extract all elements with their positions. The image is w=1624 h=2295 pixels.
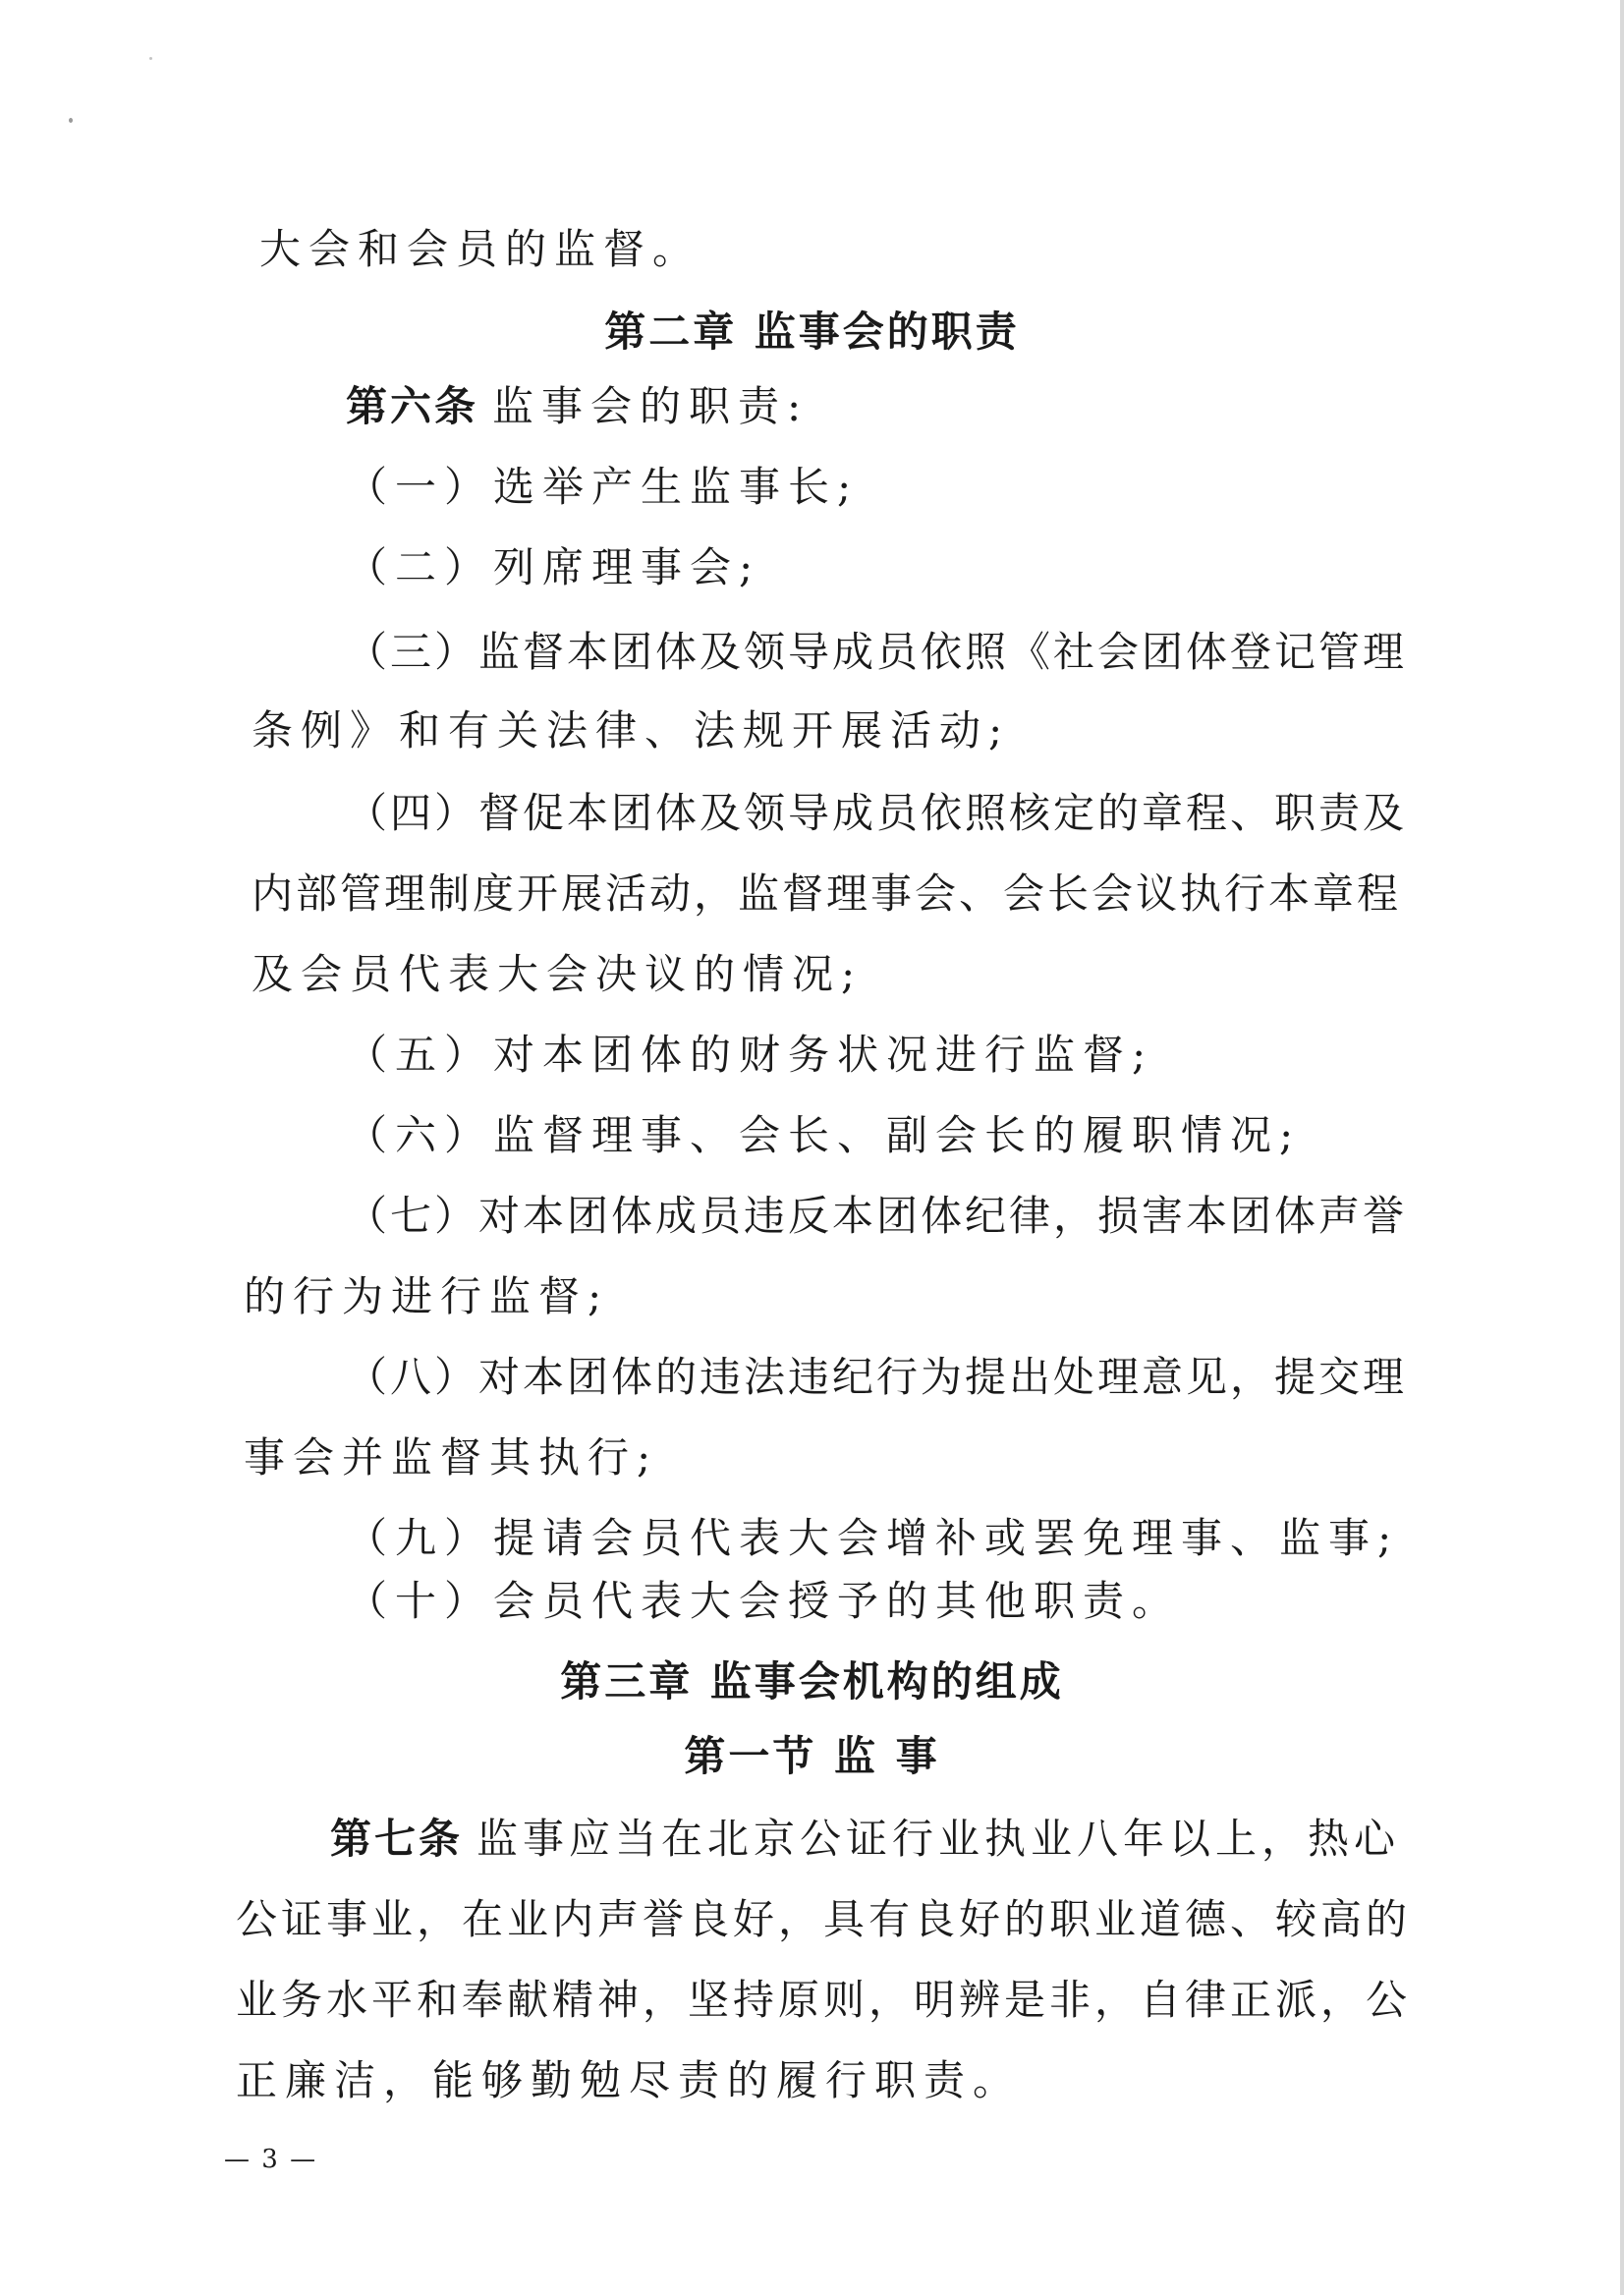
duty-item-4-line-2: 内部管理制度开展活动，监督理事会、会长会议执行本章程: [252, 869, 1402, 918]
article-six: [346, 381, 809, 432]
chapter-three-heading: 第三章 监事会机构的组成: [560, 1657, 1064, 1706]
duty-item-7-line-2: 的行为进行监督;: [244, 1272, 610, 1320]
article-six-text: 监事会的职责:: [492, 382, 810, 430]
duty-item-4-line-3: 及会员代表大会决议的情况;: [252, 950, 864, 998]
duty-item-3-line-2: 条例》和有关法律、法规开展活动;: [252, 706, 1011, 755]
duty-item-7-line-1: （七）对本团体成员违反本团体纪律，损害本团体声誉: [346, 1192, 1408, 1240]
scan-speck: [69, 118, 73, 123]
duty-item-3-line-1: （三）监督本团体及领导成员依照《社会团体登记管理: [346, 628, 1408, 676]
duty-item-9: （九）提请会员代表大会增补或罢免理事、监事;: [346, 1514, 1400, 1562]
article-seven-line-1: [330, 1814, 1400, 1865]
chapter-two-heading: 第二章 监事会的职责: [604, 308, 1020, 356]
intro-tail-text: 大会和会员的监督。: [259, 225, 702, 273]
duty-item-6: （六）监督理事、会长、副会长的履职情况;: [346, 1111, 1302, 1159]
duty-item-8-line-2: 事会并监督其执行;: [244, 1433, 659, 1482]
article-seven-label: 第七条: [330, 1815, 464, 1863]
page-number: — 3 —: [224, 2145, 318, 2174]
duty-item-5: （五）对本团体的财务状况进行监督;: [346, 1031, 1154, 1079]
article-seven-line-4: 正廉洁，能够勤勉尽责的履行职责。: [236, 2056, 1023, 2104]
scan-speck: [149, 57, 152, 60]
duty-item-2: （二）列席理事会;: [346, 543, 761, 591]
article-seven-text: 监事应当在北京公证行业执业八年以上，热心: [476, 1815, 1401, 1863]
duty-item-4-line-1: （四）督促本团体及领导成员依照核定的章程、职责及: [346, 789, 1408, 837]
article-six-label: 第六条: [346, 382, 479, 430]
duty-item-1: （一）选举产生监事长;: [346, 463, 860, 511]
duty-item-10: （十）会员代表大会授予的其他职责。: [346, 1577, 1182, 1625]
duty-item-8-line-1: （八）对本团体的违法违纪行为提出处理意见，提交理: [346, 1353, 1408, 1401]
section-one-heading: 第一节 监 事: [684, 1732, 940, 1780]
article-seven-line-2: 公证事业，在业内声誉良好，具有良好的职业道德、较高的: [236, 1895, 1412, 1943]
article-seven-line-3: 业务水平和奉献精神，坚持原则，明辨是非，自律正派，公: [236, 1976, 1412, 2024]
